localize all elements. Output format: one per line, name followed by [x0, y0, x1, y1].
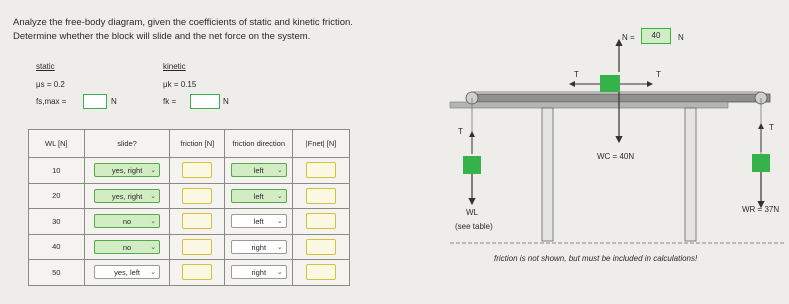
fnet-input[interactable] [306, 188, 336, 204]
friction-input[interactable] [182, 239, 212, 255]
fk-unit: N [223, 97, 229, 106]
normal-force-label: N = [622, 33, 635, 42]
center-block [600, 75, 620, 92]
table-top [470, 94, 770, 102]
wl-cell: 30 [29, 209, 85, 235]
chevron-down-icon: ⌄ [150, 269, 157, 277]
free-body-diagram [430, 14, 789, 254]
fnet-input[interactable] [306, 239, 336, 255]
direction-dropdown[interactable] [231, 163, 287, 177]
direction-value: right [251, 242, 267, 252]
normal-force-input[interactable]: 40 [641, 28, 671, 44]
direction-value: left [253, 191, 264, 201]
tension-label-left: T [574, 70, 579, 79]
fk-label: fk = [163, 97, 177, 106]
header-slide: slide? [84, 130, 170, 158]
slide-dropdown[interactable] [94, 214, 160, 228]
see-table-label: (see table) [455, 222, 493, 231]
table-edge [450, 102, 728, 108]
direction-dropdown[interactable] [231, 240, 287, 254]
fsmax-unit: N [111, 97, 117, 106]
left-block [463, 156, 481, 174]
right-weight-label: WR = 37N [742, 205, 780, 214]
slide-value: yes, right [111, 191, 143, 201]
wl-cell: 10 [29, 158, 85, 184]
table-row [29, 234, 350, 260]
friction-input[interactable] [182, 162, 212, 178]
fnet-input[interactable] [306, 213, 336, 229]
fk-input[interactable] [190, 94, 220, 109]
header-friction: friction [N] [170, 130, 225, 158]
friction-footnote: friction is not shown, but must be included in calculations! [494, 254, 698, 263]
tension-label-right: T [656, 70, 661, 79]
chevron-down-icon: ⌄ [276, 269, 283, 277]
mu-s-value: μs = 0.2 [36, 80, 65, 89]
direction-value: right [251, 268, 267, 278]
header-direction: friction direction [225, 130, 293, 158]
friction-input[interactable] [182, 213, 212, 229]
slide-value: yes, left [114, 268, 140, 278]
header-wl: WL [N] [29, 130, 85, 158]
slide-value: no [122, 217, 132, 227]
chevron-down-icon: ⌄ [150, 218, 157, 226]
left-weight-label: WL [466, 208, 478, 217]
header-fnet: |Fnet| [N] [293, 130, 350, 158]
slide-value: no [122, 242, 132, 252]
kinetic-header: kinetic [163, 62, 186, 71]
wl-cell: 50 [29, 260, 85, 286]
direction-dropdown[interactable] [231, 265, 287, 279]
slide-dropdown[interactable] [94, 189, 160, 203]
friction-input[interactable] [182, 264, 212, 280]
table-leg-right [685, 108, 696, 241]
table-row [29, 158, 350, 184]
center-weight-label: WC = 40N [597, 152, 635, 161]
chevron-down-icon: ⌄ [150, 167, 157, 175]
instruction-line-1: Analyze the free-body diagram, given the coefficients of static and kinetic friction. [13, 17, 353, 28]
chevron-down-icon: ⌄ [276, 192, 283, 200]
table-row [29, 260, 350, 286]
table-row [29, 183, 350, 209]
fnet-input[interactable] [306, 162, 336, 178]
friction-input[interactable] [182, 188, 212, 204]
slide-value: yes, right [111, 166, 143, 176]
direction-value: left [253, 166, 264, 176]
tension-label-hanging-right: T [769, 123, 774, 132]
table-row [29, 209, 350, 235]
slide-dropdown[interactable] [94, 163, 160, 177]
chevron-down-icon: ⌄ [276, 218, 283, 226]
tension-label-hanging-left: T [458, 127, 463, 136]
chevron-down-icon: ⌄ [150, 192, 157, 200]
right-block [752, 154, 770, 172]
normal-force-unit: N [678, 33, 684, 42]
forces-table [28, 129, 350, 286]
direction-dropdown[interactable] [231, 214, 287, 228]
direction-dropdown[interactable] [231, 189, 287, 203]
table-leg-left [542, 108, 553, 241]
static-header: static [36, 62, 55, 71]
chevron-down-icon: ⌄ [276, 243, 283, 251]
wl-cell: 20 [29, 183, 85, 209]
fsmax-input[interactable] [83, 94, 107, 109]
slide-dropdown[interactable] [94, 265, 160, 279]
instruction-line-2: Determine whether the block will slide and the net force on the system. [13, 31, 311, 42]
chevron-down-icon: ⌄ [150, 243, 157, 251]
slide-dropdown[interactable] [94, 240, 160, 254]
fsmax-label: fs,max = [36, 97, 67, 106]
table-header-row [29, 130, 350, 158]
fnet-input[interactable] [306, 264, 336, 280]
direction-value: left [253, 217, 264, 227]
chevron-down-icon: ⌄ [276, 167, 283, 175]
mu-k-value: μk = 0.15 [163, 80, 197, 89]
wl-cell: 40 [29, 234, 85, 260]
